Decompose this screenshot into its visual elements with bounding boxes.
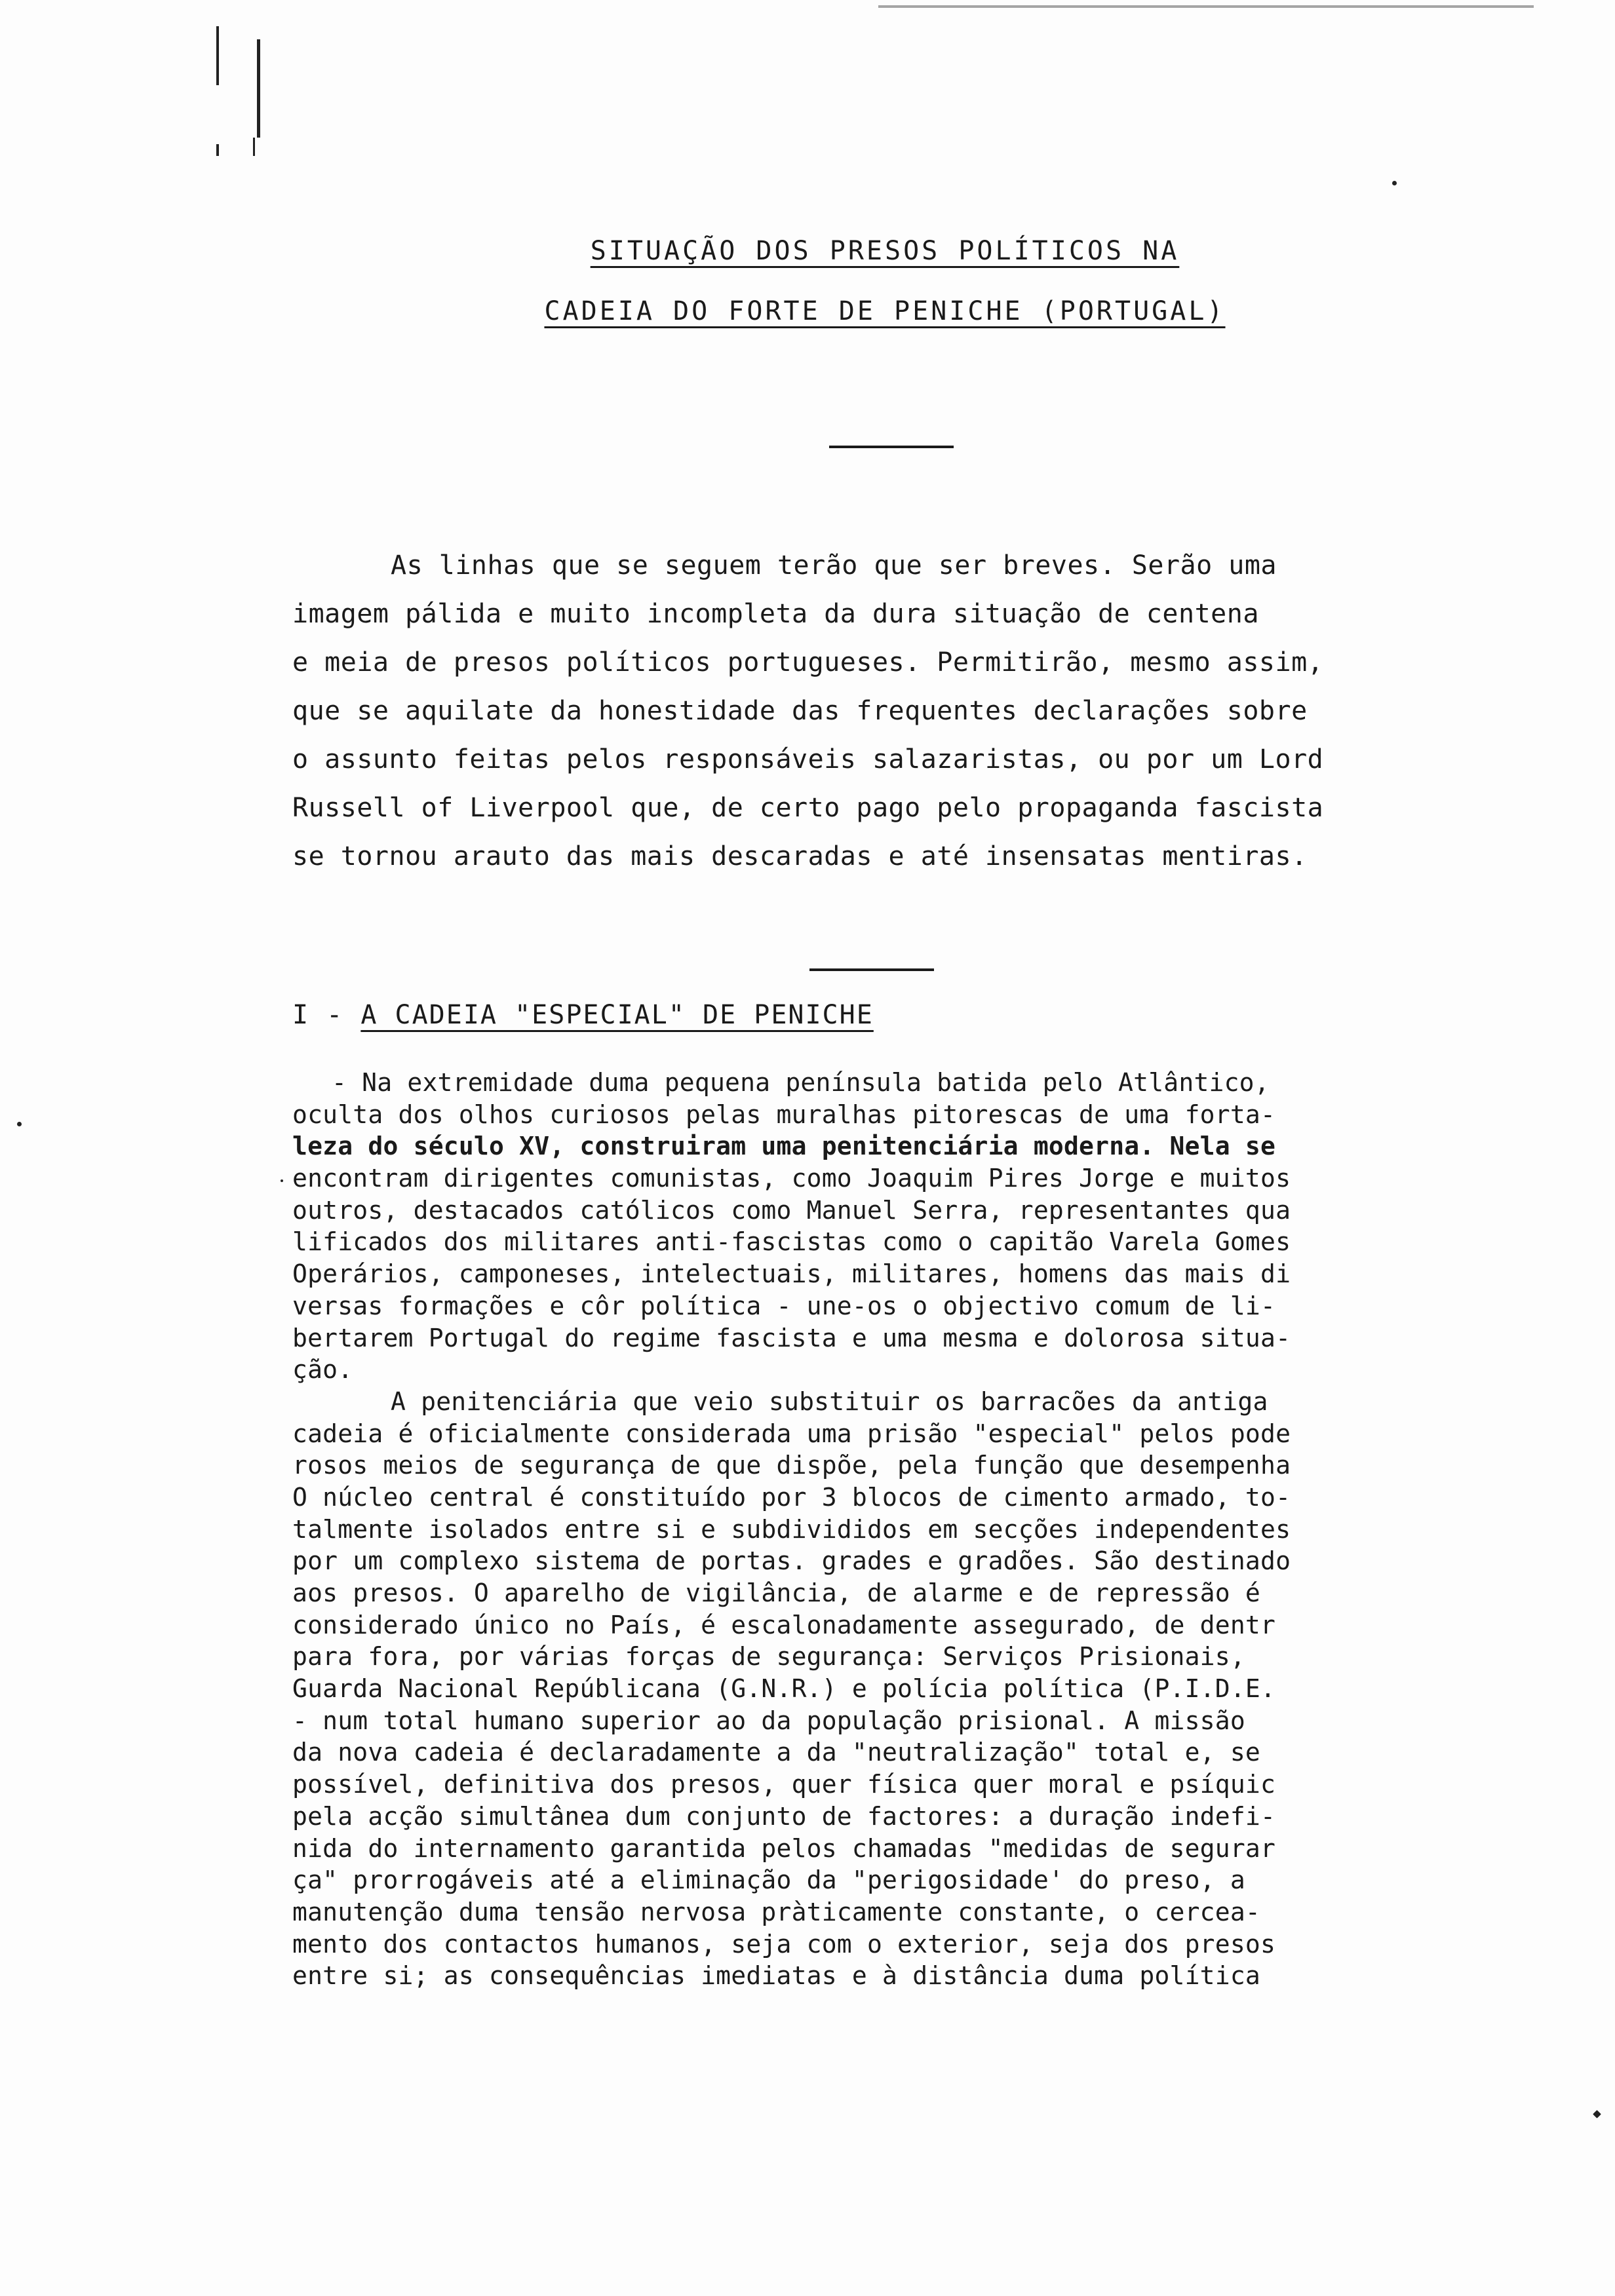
intro-line: As linhas que se seguem terão que ser breves. Serão uma (391, 550, 1277, 581)
scan-speck (1593, 2110, 1601, 2118)
intro-line: que se aquilate da honestidade das frequentes declarações sobre (292, 696, 1308, 726)
title-text: SITUAÇÃO DOS PRESOS POLÍTICOS NA (590, 236, 1180, 266)
body-line: manutenção duma tensão nervosa pràticamente constante, o cercea- (292, 1897, 1260, 1926)
document-title-line-2 (459, 296, 1311, 326)
body-line: pela acção simultânea dum conjunto de factores: a duração indefi- (292, 1801, 1276, 1831)
body-line: lificados dos militares anti-fascistas como o capitão Varela Gomes (292, 1227, 1291, 1257)
body-line: rosos meios de segurança de que dispõe, pela função que desempenha (292, 1451, 1291, 1480)
body-line: oculta dos olhos curiosos pelas muralhas pitorescas de uma forta- (292, 1100, 1276, 1129)
body-line: por um complexo sistema de portas. grades e gradões. São destinado (292, 1546, 1291, 1576)
scan-mark (216, 144, 219, 156)
body-line: Operários, camponeses, intelectuais, militares, homens das mais di (292, 1259, 1291, 1289)
body-line: encontram dirigentes comunistas, como Joaquim Pires Jorge e muitos (292, 1164, 1291, 1193)
body-line: - num total humano superior ao da população prisional. A missão (292, 1706, 1245, 1735)
body-line: - Na extremidade duma pequena península batida pelo Atlântico, (332, 1068, 1270, 1097)
scan-mark (216, 26, 219, 85)
body-line: mento dos contactos humanos, seja com o exterior, seja dos presos (292, 1929, 1276, 1959)
separator-rule (809, 968, 934, 971)
body-line: para fora, por várias forças de segurança: Serviços Prisionais, (292, 1642, 1245, 1672)
scan-speck (17, 1122, 22, 1126)
body-line: aos presos. O aparelho de vigilância, de alarme e de repressão é (292, 1578, 1260, 1607)
scan-mark (253, 138, 255, 156)
title-text: CADEIA DO FORTE DE PENICHE (PORTUGAL) (544, 296, 1226, 326)
body-line: leza do século XV, construiram uma penitenciária moderna. Nela se (292, 1132, 1276, 1161)
body-line: Guarda Nacional Repúblicana (G.N.R.) e polícia política (P.I.D.E. (292, 1674, 1276, 1704)
body-line: possível, definitiva dos presos, quer física quer moral e psíquic (292, 1770, 1276, 1799)
intro-line: imagem pálida e muito incompleta da dura situação de centena (292, 599, 1259, 629)
body-line: talmente isolados entre si e subdivididos em secções independentes (292, 1514, 1291, 1544)
section-heading (292, 1000, 874, 1030)
body-line: considerado único no País, é escalonadamente assegurado, de dentr (292, 1610, 1276, 1639)
body-line: ção. (292, 1355, 353, 1385)
body-line: outros, destacados católicos como Manuel Serra, representantes qua (292, 1195, 1291, 1225)
section-number: I - (292, 1000, 344, 1030)
scan-speck (1392, 181, 1397, 185)
scan-mark (257, 39, 260, 138)
body-line: cadeia é oficialmente considerada uma prisão "especial" pelos pode (292, 1419, 1291, 1448)
body-line: ça" prorrogáveis até a eliminação da "perigosidade' do preso, a (292, 1866, 1245, 1895)
body-line: A penitenciária que veio substituir os barracões da antiga (391, 1387, 1268, 1416)
intro-line: o assunto feitas pelos responsáveis salazaristas, ou por um Lord (292, 744, 1324, 775)
body-line: versas formações e côr política - une-os o objectivo comum de li- (292, 1291, 1276, 1320)
section-title: A CADEIA "ESPECIAL" DE PENICHE (360, 1000, 874, 1030)
intro-line: e meia de presos políticos portugueses. Permitirão, mesmo assim, (292, 647, 1324, 678)
body-line: O núcleo central é constituído por 3 blocos de cimento armado, to- (292, 1482, 1291, 1512)
separator-rule (829, 446, 954, 448)
body-line: entre si; as consequências imediatas e à distância duma política (292, 1961, 1260, 1991)
body-line: da nova cadeia é declaradamente a da "neutralização" total e, se (292, 1738, 1260, 1767)
body-line: bertarem Portugal do regime fascista e uma mesma e dolorosa situa- (292, 1323, 1291, 1352)
scan-edge-line (878, 5, 1534, 8)
intro-line: Russell of Liverpool que, de certo pago pelo propaganda fascista (292, 793, 1324, 823)
scan-speck (281, 1179, 283, 1182)
body-line: nida do internamento garantida pelos chamadas "medidas de segurar (292, 1833, 1276, 1863)
intro-line: se tornou arauto das mais descaradas e até insensatas mentiras. (292, 841, 1308, 871)
document-title-line-1 (459, 236, 1311, 266)
body-text (292, 1067, 1603, 1992)
intro-paragraph (292, 541, 1577, 881)
